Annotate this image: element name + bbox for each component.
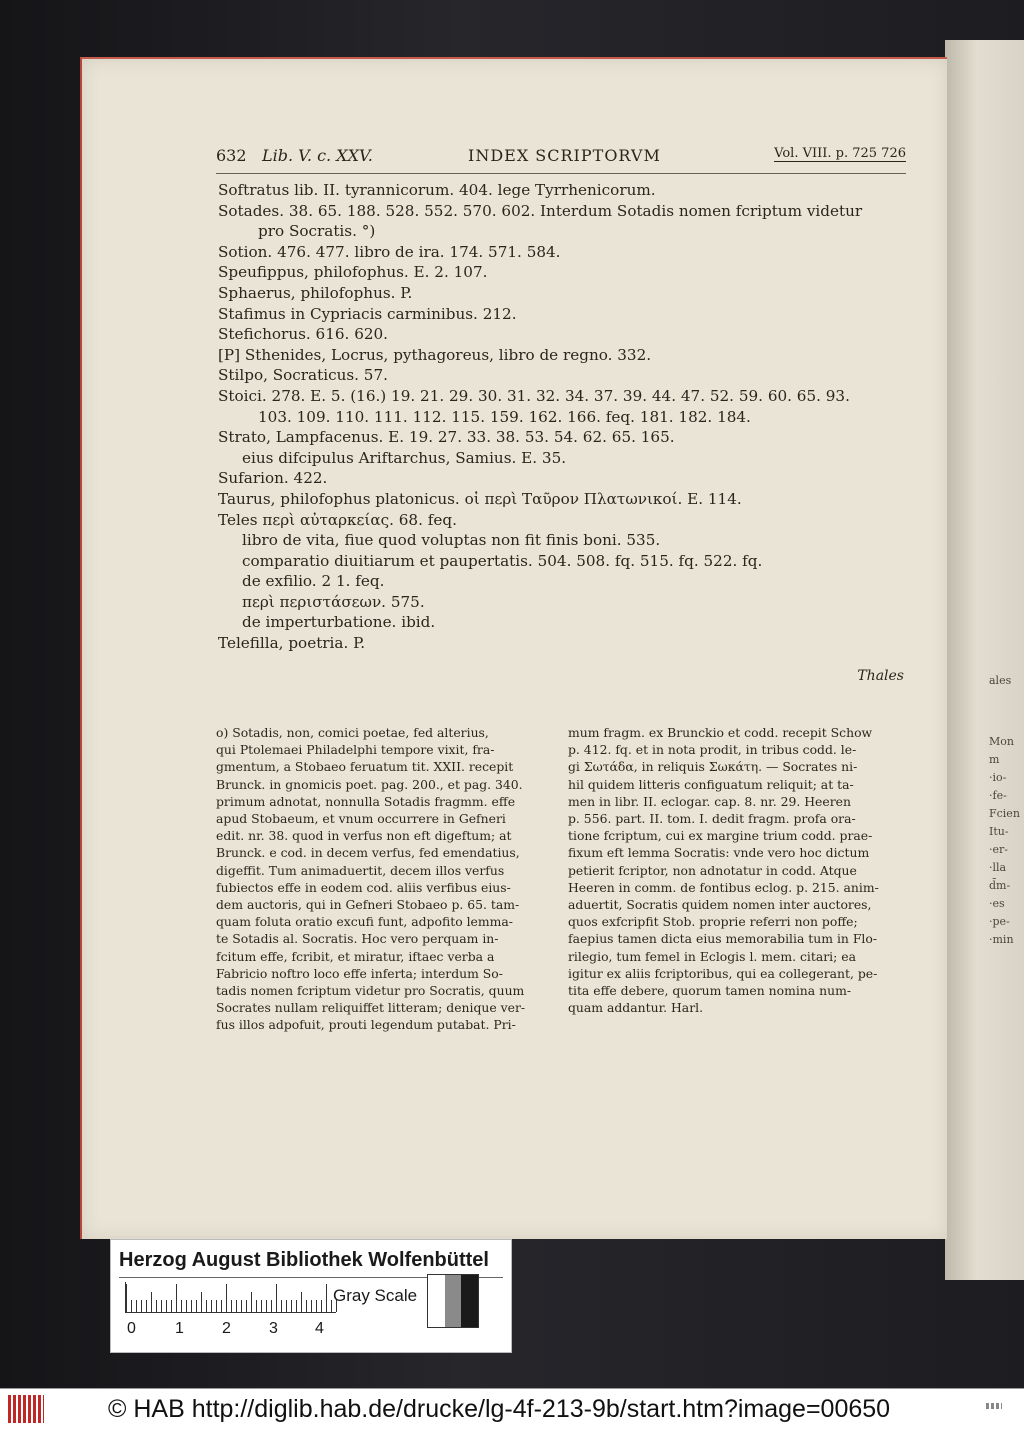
index-entry: Sphaerus, philofophus. P. (218, 283, 413, 302)
ruler-tick (241, 1300, 242, 1312)
adjacent-page-edge (945, 40, 1024, 1280)
ruler-tick (151, 1292, 152, 1312)
ruler-tick (256, 1300, 257, 1312)
footnote-line: primum adnotat, nonnulla Sotadis fragmm. effe (216, 793, 516, 809)
running-header (216, 146, 906, 172)
footnote-line: qui Ptolemaei Philadelphi tempore vixit, fra- (216, 742, 495, 758)
ruler-tick (201, 1292, 202, 1312)
ruler-tick (251, 1292, 252, 1312)
ruler-tick (271, 1300, 272, 1312)
footnote-line: o) Sotadis, non, comici poetae, fed alterius, (216, 725, 489, 740)
footnote-line: igitur ex aliis fcriptoribus, qui ea collegerant, pe- (568, 965, 878, 981)
footnote-line: quam addantur. Harl. (568, 1000, 704, 1016)
page-fragment: ·lla (989, 861, 1007, 874)
footnote-line: hil quidem litteris configuatum reliquit; at ta- (568, 776, 854, 792)
ruler-tick (286, 1300, 287, 1312)
footnote-line: p. 412. fq. et in nota prodit, in tribus codd. le- (568, 742, 857, 758)
footer-dots-icon (986, 1403, 1002, 1409)
footnote-column-1 (216, 724, 558, 1034)
footer-copyright-link[interactable]: © HAB http://diglib.hab.de/drucke/lg-4f-213-9b/start.htm?image=00650 (108, 1395, 891, 1423)
ruler-number: 4 (315, 1320, 324, 1337)
page-fragment: ·es (989, 897, 1005, 910)
ruler-tick (261, 1300, 262, 1312)
footnote-line: digeffit. Tum animaduertit, decem illos verfus (216, 862, 505, 878)
footnote-line: men in libr. II. eclogar. cap. 8. nr. 29. Heeren (568, 793, 851, 809)
index-entry: Stilpo, Socraticus. 57. (218, 366, 388, 385)
page-fragment: Fcien (989, 807, 1020, 820)
ruler-tick (221, 1300, 222, 1312)
ruler-tick (301, 1292, 302, 1312)
footnote-line: tadis nomen fcriptum videtur pro Socratis, quum (216, 983, 525, 999)
index-entry: Stafimus in Cypriacis carminibus. 212. (218, 304, 517, 323)
ruler-tick (141, 1300, 142, 1312)
page-fragment: ·er- (989, 843, 1008, 856)
footnote-line: Brunck. e cod. in decem verfus, fed emendatius, (216, 845, 520, 861)
ruler-tick (326, 1284, 327, 1312)
footnote-line: gmentum, a Stobaeo feruatum tit. XXII. recepit (216, 759, 514, 775)
index-entry: Telefilla, poetria. P. (218, 634, 366, 653)
index-entry: Sotades. 38. 65. 188. 528. 552. 570. 602. Interdum Sotadis nomen fcriptum videtur (218, 201, 863, 220)
library-name: Herzog August Bibliothek Wolfenbüttel (119, 1243, 503, 1278)
ruler-tick (306, 1300, 307, 1312)
swatch-gray (445, 1275, 462, 1327)
footnote-line: fubiectos effe in eodem cod. aliis verfibus eius- (216, 879, 511, 895)
footnote-line: tione fcriptum, cui ex margine trium codd. prae- (568, 828, 873, 844)
index-entry: Strato, Lampfacenus. E. 19. 27. 33. 38. 53. 54. 62. 65. 165. (218, 428, 675, 447)
index-entry: libro de vita, fiue quod voluptas non fit finis boni. 535. (242, 531, 661, 550)
library-label-card (110, 1239, 512, 1353)
footnote-line: dem auctoris, qui in Gefneri Stobaeo p. 65. tam- (216, 897, 520, 913)
ruler-tick (131, 1300, 132, 1312)
index-entry: pro Socratis. °) (258, 222, 376, 241)
hab-logo-icon (8, 1395, 44, 1423)
ruler-number: 3 (269, 1320, 278, 1337)
ruler-tick (311, 1300, 312, 1312)
ruler-tick (176, 1284, 177, 1312)
ruler-tick (136, 1300, 137, 1312)
footnote-line: petierit fcriptor, non adnotatur in codd. Atque (568, 862, 857, 878)
footnote-line: te Sotadis al. Socratis. Hoc vero perquam in- (216, 931, 499, 947)
footnote-line: Heeren in comm. de fontibus eclog. p. 215. anim- (568, 879, 879, 895)
index-entry: Sufarion. 422. (218, 469, 328, 488)
ruler-tick (231, 1300, 232, 1312)
footnote-line: gi Σωτάδα, in reliquis Σωκάτη. — Socrates ni- (568, 759, 858, 775)
footnote-line: mum fragm. ex Brunckio et codd. recepit Schow (568, 725, 873, 740)
index-entry: Teles περὶ αὐταρκείας. 68. feq. (218, 510, 457, 529)
index-entry: Softratus lib. II. tyrannicorum. 404. lege Tyrrhenicorum. (218, 181, 656, 199)
ruler-tick (181, 1300, 182, 1312)
page-fragment: Mon (989, 735, 1014, 748)
ruler-tick (156, 1300, 157, 1312)
page-fragment: ales (989, 674, 1012, 687)
ruler-number: 0 (127, 1320, 136, 1337)
index-entry: [P] Sthenides, Locrus, pythagoreus, libro de regno. 332. (218, 345, 652, 364)
ruler-tick (246, 1300, 247, 1312)
ruler-tick (266, 1300, 267, 1312)
index-entry: περὶ περιστάσεων. 575. (242, 592, 425, 611)
footnote-column-2 (568, 724, 906, 1016)
ruler-tick (316, 1300, 317, 1312)
footnote-line: Brunck. in gnomicis poet. pag. 200., et pag. 340. (216, 776, 523, 792)
page-number: 632 (216, 146, 247, 165)
ruler-number: 1 (175, 1320, 184, 1337)
ruler-tick (276, 1284, 277, 1312)
footnote-line: faepius tamen dicta eius memorabilia tum in Flo- (568, 931, 878, 947)
ruler-tick (166, 1300, 167, 1312)
page-fragment: m (989, 753, 1000, 766)
page-fragment: ·min (989, 933, 1014, 946)
page-fragment: d̄m- (989, 879, 1011, 892)
footer-bar (0, 1388, 1024, 1429)
index-entry: 103. 109. 110. 111. 112. 115. 159. 162. 166. feq. 181. 182. 184. (258, 407, 751, 426)
page-title: INDEX SCRIPTORVM (468, 146, 661, 165)
index-entry: eius difcipulus Ariftarchus, Samius. E. 35. (242, 448, 567, 467)
footnote-line: fixum eft lemma Socratis: vnde vero hoc dictum (568, 845, 870, 861)
catchword: Thales (857, 668, 904, 684)
ruler-tick (226, 1284, 227, 1312)
ruler-tick (236, 1300, 237, 1312)
page-fragment: ·pe- (989, 915, 1010, 928)
gray-scale-label: Gray Scale (333, 1286, 418, 1305)
index-entry: de imperturbatione. ibid. (242, 613, 436, 632)
footnote-line: fcitum effe, fcribit, et miratur, iftaec verba a (216, 948, 495, 964)
page-fragment: ·io- (989, 771, 1007, 784)
gray-scale-swatches (427, 1274, 479, 1328)
page-fragment: ·fe- (989, 789, 1007, 802)
index-entry: Stefichorus. 616. 620. (218, 325, 389, 344)
footnote-line: edit. nr. 38. quod in verfus non eft digeftum; at (216, 828, 512, 844)
ruler-tick (206, 1300, 207, 1312)
ruler-tick (331, 1300, 332, 1312)
footnote-line: quam foluta oratio excufi funt, adpofito lemma- (216, 914, 513, 930)
footnote-line: apud Stobaeum, et vnum occurrere in Gefneri (216, 811, 506, 827)
swatch-white (428, 1275, 445, 1327)
ruler-tick (296, 1300, 297, 1312)
ruler-tick (126, 1284, 127, 1312)
footnote-line: rilegio, tum femel in Eclogis l. mem. citari; ea (568, 948, 856, 964)
ruler-tick (216, 1300, 217, 1312)
header-rule (216, 173, 906, 174)
footnote-line: aduertit, Socratis quidem nomen inter auctores, (568, 897, 872, 913)
index-entry: Stoici. 278. E. 5. (16.) 19. 21. 29. 30. 31. 32. 34. 37. 39. 44. 47. 52. 59. 60. 65. 93. (218, 386, 850, 405)
footnote-line: p. 556. part. II. tom. I. dedit fragm. profa ora- (568, 811, 856, 827)
ruler-tick (186, 1300, 187, 1312)
index-entry: de exfilio. 2 1. feq. (242, 572, 385, 591)
ruler-tick (291, 1300, 292, 1312)
ruler-tick (211, 1300, 212, 1312)
page-fragment: Itu- (989, 825, 1009, 838)
index-entry: Speufippus, philofophus. E. 2. 107. (218, 263, 488, 282)
footnote-line: Fabricio noftro loco effe inferta; interdum So- (216, 965, 503, 981)
volume-reference: Vol. VIII. p. 725 726 (774, 146, 906, 161)
index-entry: Taurus, philofophus platonicus. οἱ περὶ Ταῦρον Πλατωνικοί. E. 114. (218, 489, 742, 508)
ruler-tick (191, 1300, 192, 1312)
index-entries (218, 180, 908, 654)
footnote-line: quos exfcripfit Stob. proprie referri non poffe; (568, 914, 858, 930)
ruler-tick (161, 1300, 162, 1312)
chapter-reference: Lib. V. c. XXV. (262, 146, 373, 165)
ruler-tick (281, 1300, 282, 1312)
swatch-black (461, 1275, 478, 1327)
footnote-line: Socrates nullam reliquiffet litteram; denique ver- (216, 1000, 526, 1016)
index-entry: Sotion. 476. 477. libro de ira. 174. 571. 584. (218, 242, 561, 261)
index-entry: comparatio diuitiarum et paupertatis. 504. 508. fq. 515. fq. 522. fq. (242, 551, 763, 570)
ruler-tick (196, 1300, 197, 1312)
ruler-number: 2 (222, 1320, 231, 1337)
scale-ruler (125, 1282, 336, 1313)
ruler-tick (146, 1300, 147, 1312)
ruler-tick (321, 1300, 322, 1312)
ruler-tick (171, 1300, 172, 1312)
footnote-line: tita effe debere, quorum tamen nomina num- (568, 983, 852, 999)
footnote-line: fus illos adpofuit, prouti legendum putabat. Pri- (216, 1017, 516, 1033)
